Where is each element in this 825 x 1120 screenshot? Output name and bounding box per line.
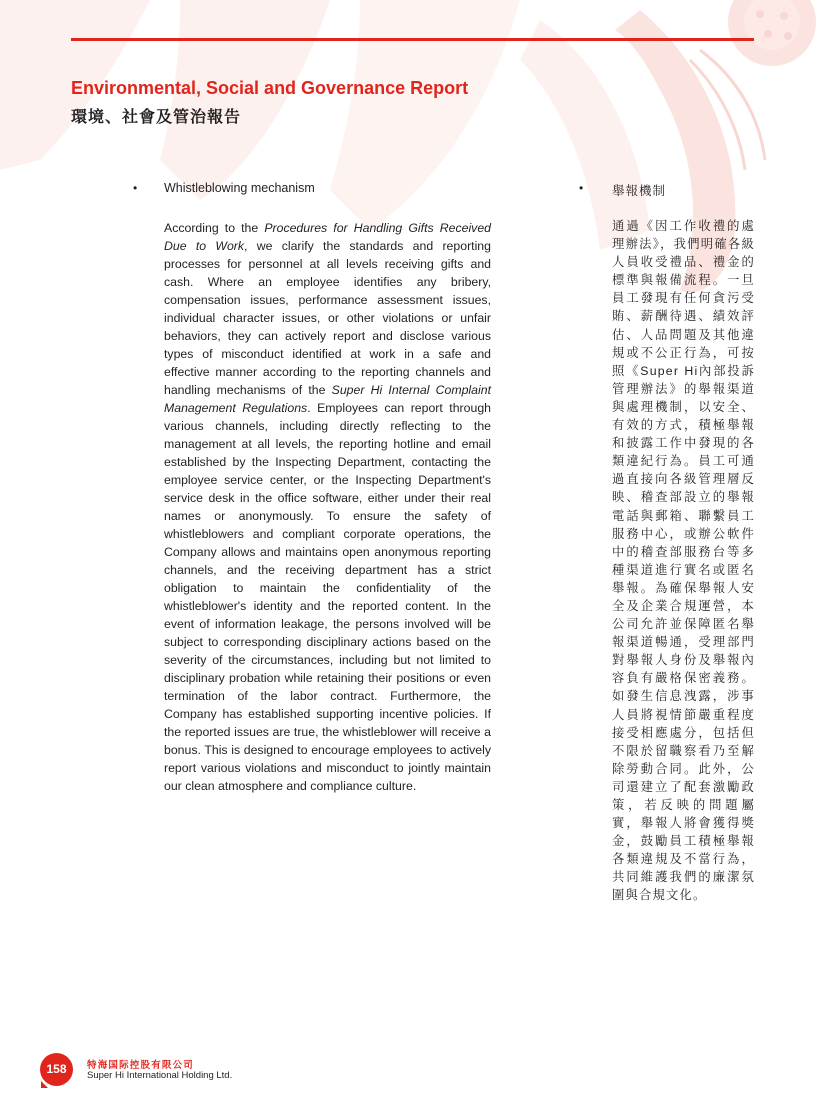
tomato-seed	[764, 30, 772, 38]
bullet-icon: •	[133, 181, 138, 195]
report-title-en: Environmental, Social and Governance Report	[71, 78, 469, 98]
bullet-item-en	[133, 181, 491, 199]
text-run: , we clarify the standards and reporting processes for personnel at all levels receiving gifts and cash. Where an employee identifies any bribery, compensation issues, performance assessment issues, individual character issues, or other violations or unfair behaviors, they can actively report and disclose various types of misconduct identified at work in a safe and effective manner according to the reporting channels and handling mechanisms of the	[164, 239, 491, 397]
bullet-label-en: Whistleblowing mechanism	[164, 181, 315, 195]
bullet-icon: •	[579, 181, 584, 195]
chinese-column	[579, 181, 755, 905]
page-number-badge: 158	[40, 1053, 73, 1086]
text-run: According to the	[164, 221, 265, 235]
bullet-item-zh	[579, 181, 755, 199]
procedure-title: Procedures for Handling Gifts Received Due to Work	[164, 221, 491, 253]
company-name-en: Super Hi International Holding Ltd.	[87, 1070, 233, 1081]
english-column	[133, 181, 491, 795]
bullet-label-zh: 舉報機制	[612, 184, 667, 198]
text-run: . Employees can report through various channels, including directly reflecting to the management at all levels, the reporting hotline and email established by the Inspecting Department, contacting the employee service center, or the Inspecting Department's service desk in the office software, either under their real names or anonymously. To ensure the safety of whistleblowers and compliant corporate operations, the Company allows and maintains open anonymous reporting channels, and the receiving department has a strict obligation to maintain the confidentiality of the whistleblower's identity and the reported content. In the event of information leakage, the persons involved will be subject to corresponding disciplinary actions based on the severity of the circumstances, including but not limited to disciplinary probation while retaining their positions or even termination of the labor contract. Furthermore, the Company has established supporting incentive policies. If the reported issues are true, the whistleblower will receive a bonus. This is designed to encourage employees to actively report various violations and misconduct to jointly maintain our clean atmosphere and compliance culture.	[164, 401, 491, 793]
background-brushstroke	[160, 0, 330, 200]
tomato-seed	[756, 10, 764, 18]
tomato-seed	[784, 32, 792, 40]
header-rule	[71, 38, 754, 41]
tomato-seed	[780, 12, 788, 20]
paragraph-zh: 通過《因工作收禮的處理辦法》，我們明確各級人員收受禮品、禮金的標準與報備流程。一旦員工發現有任何貪污受賄、薪酬待遇、績效評估、人品問題及其他違規或不公正行為，可按照《Super Hi內部投訴管理辦法》的舉報渠道與處理機制，以安全、有效的方式，積極舉報和披露工作中發現的各類違紀行為。員工可通過直接向各級管理層反映、稽查部設立的舉報電話與郵箱、聯繫員工服務中心，或辦公軟件中的稽查部服務台等多種渠道進行實名或匿名舉報。為確保舉報人安全及企業合規運營，本公司允許並保障匿名舉報渠道暢通，受理部門對舉報人身份及舉報內容負有嚴格保密義務。如發生信息洩露，涉事人員將視情節嚴重程度接受相應處分，包括但不限於留職察看乃至解除勞動合同。此外，公司還建立了配套激勵政策，若反映的問題屬實，舉報人將會獲得獎金，鼓勵員工積極舉報各類違規及不當行為，共同維護我們的廉潔氛圍與合規文化。	[612, 219, 755, 903]
page-footer	[40, 1053, 300, 1087]
report-title-zh: 環境、社會及管治報告	[71, 109, 242, 126]
company-name-zh: 特海国际控股有限公司	[87, 1060, 195, 1071]
paragraph-en	[164, 219, 491, 795]
regulation-title: Super Hi Internal Complaint Management Regulations	[164, 383, 491, 415]
